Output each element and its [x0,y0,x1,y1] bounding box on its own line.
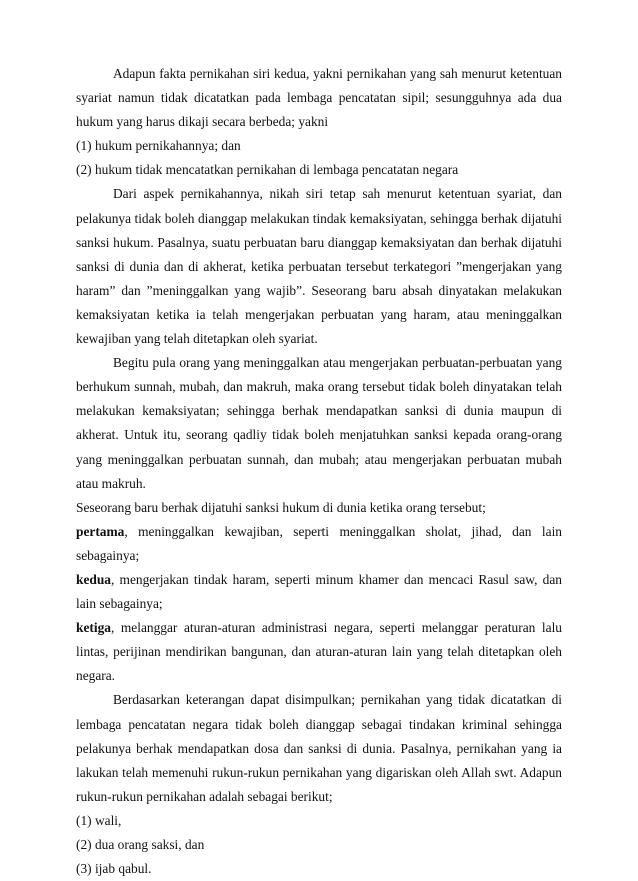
document-page [76,62,562,881]
point-label: pertama [76,523,125,539]
point-text: , melanggar aturan-aturan administrasi negara, seperti melanggar peraturan lalu lintas, perijinan mendirikan bangunan, dan aturan-aturan lain yang telah ditetapkan oleh negara. [76,620,562,684]
paragraph-1: Adapun fakta pernikahan siri kedua, yakni pernikahan yang sah menurut ketentuan syariat namun tidak dicatatkan pada lembaga pencatatan sipil; sesungguhnya ada dua hukum yang harus dikaji secara berbeda; yakni [76,66,562,130]
point-text: , mengerjakan tindak haram, seperti minum khamer dan mencaci Rasul saw, dan lain sebagainya; [76,571,562,612]
paragraph-3: Begitu pula orang yang meninggalkan atau mengerjakan perbuatan-perbuatan yang berhukum sunnah, mubah, dan makruh, maka orang tersebut tidak boleh dinyatakan telah melakukan kemaksiyatan; sehingga berhak mendapatkan sanksi di dunia maupun di akherat. Untuk itu, seorang qadliy tidak boleh menjatuhkan sanksi kepada orang-orang yang meninggalkan perbuatan sunnah, dan mubah; atau mengerjakan perbuatan mubah atau makruh. [76,355,562,491]
paragraph-4: Seseorang baru berhak dijatuhi sanksi hukum di dunia ketika orang tersebut; [76,499,486,515]
paragraph-2: Dari aspek pernikahannya, nikah siri tetap sah menurut ketentuan syariat, dan pelakunya tidak boleh dianggap melakukan tindak kemaksiyatan, sehingga berhak dijatuhi sanksi hukum. Pasalnya, suatu perbuatan baru dianggap kemaksiyatan dan berhak dijatuhi sanksi di dunia dan di akherat, ketika perbuatan tersebut terkategori ”mengerjakan yang haram” dan ”meninggalkan yang wajib”. Seseorang baru absah dinyatakan melakukan kemaksiyatan ketika ia telah mengerjakan perbuatan yang haram, atau meninggalkan kewajiban yang telah ditetapkan oleh syariat. [76,186,562,347]
list-item: (1) hukum pernikahannya; dan [76,138,241,154]
list-item: (2) dua orang saksi, dan [76,837,205,852]
list-item: (1) wali, [76,812,122,828]
paragraph-5: Berdasarkan keterangan dapat disimpulkan; pernikahan yang tidak dicatatkan di lembaga pencatatan negara tidak boleh dianggap sebagai tindakan kriminal sehingga pelakunya berhak mendapatkan dosa dan sanksi di dunia. Pasalnya, pernikahan yang ia lakukan telah memenuhi rukun-rukun pernikahan yang digariskan oleh Allah swt. Adapun rukun-rukun pernikahan adalah sebagai berikut; [76,692,562,804]
list-item: (3) ijab qabul. [76,861,152,877]
point-text: , meninggalkan kewajiban, seperti meninggalkan sholat, jihad, dan lain sebagainya; [76,523,562,563]
list-item: (2) hukum tidak mencatatkan pernikahan di lembaga pencatatan negara [76,162,459,178]
point-label: kedua [76,571,111,587]
point-3 [76,616,562,688]
point-2 [76,568,562,616]
point-label: ketiga [76,620,111,636]
point-1 [76,520,562,568]
